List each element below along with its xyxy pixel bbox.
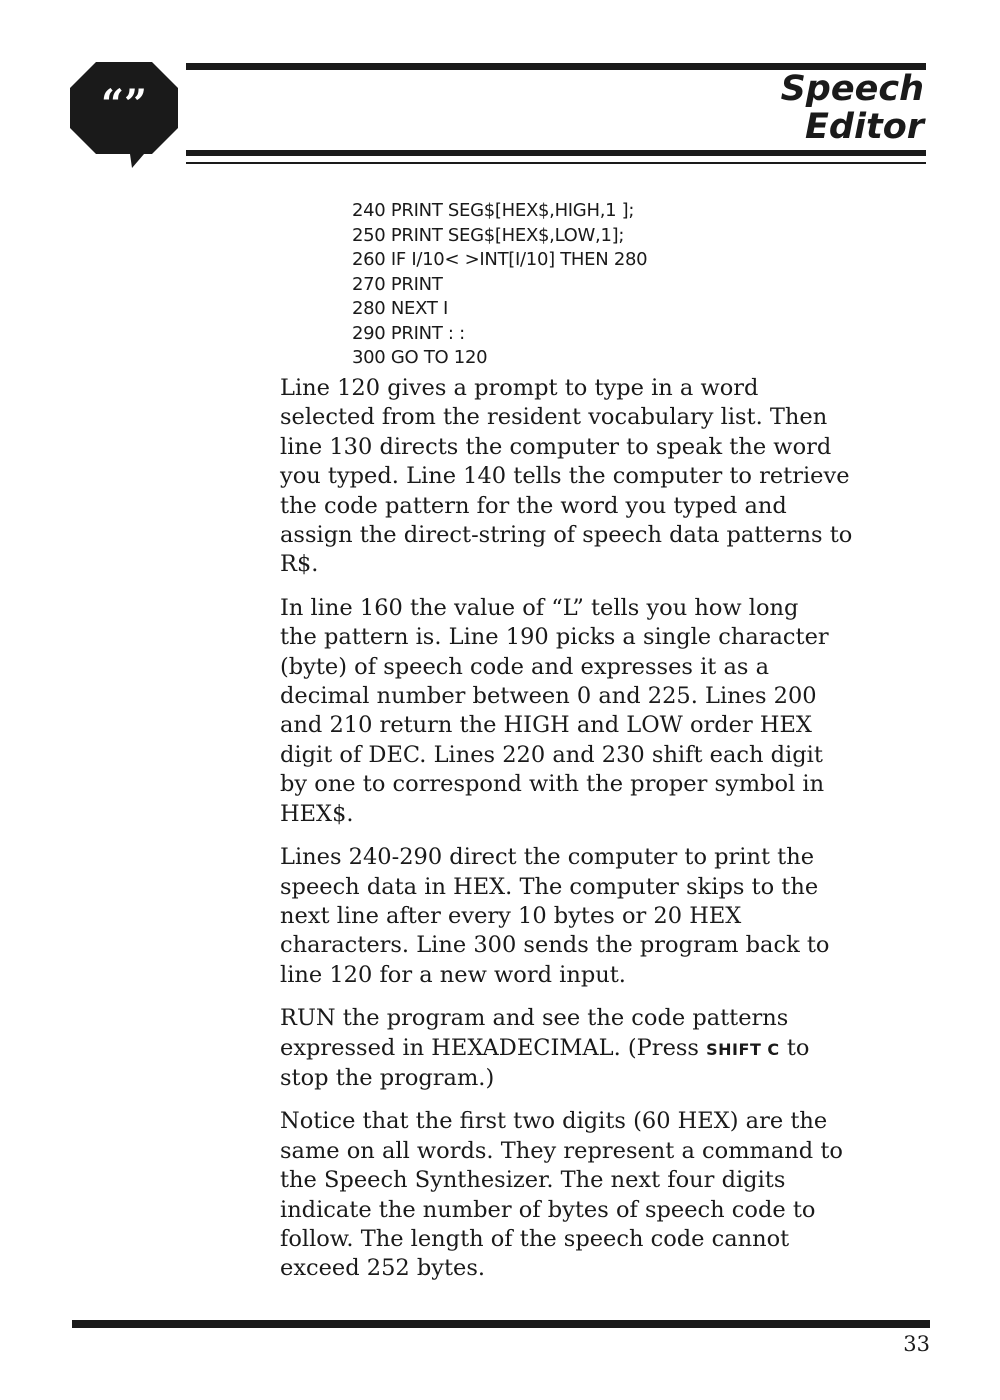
title-line-speech: Speech — [780, 69, 924, 109]
paragraph-line-120: Line 120 gives a prompt to type in a word selected from the resident vocabulary list. Then line 130 directs the computer to speak the word you typed. Line 140 tells the computer to retrieve the code pattern for the word you typed and assign the direct-string of speech data patterns to R$. — [280, 375, 853, 578]
paragraph-run-program — [280, 1004, 940, 1093]
speech-bubble-quote-icon — [70, 62, 178, 168]
paragraph-lines-240-290: Lines 240-290 direct the computer to print the speech data in HEX. The computer skips to the next line after every 10 bytes or 20 HEX characters. Line 300 sends the program back to line 120 for a new word input. — [280, 844, 830, 988]
shift-c-key: SHIFT C — [706, 1039, 780, 1059]
code-line: 280 NEXT I — [352, 298, 448, 319]
code-line: 300 GO TO 120 — [352, 347, 488, 368]
paragraph-notice: Notice that the first two digits (60 HEX) are the same on all words. They represent a command to the Speech Synthesizer. The next four digits indicate the number of bytes of speech code to follow. The length of the speech code cannot exceed 252 bytes. — [280, 1108, 843, 1282]
paragraph-line-160: In line 160 the value of “L” tells you how long the pattern is. Line 190 picks a single character (byte) of speech code and expresses it as a decimal number between 0 and 225. Lines 200 and 210 return the HIGH and LOW order HEX digit of DEC. Lines 220 and 230 shift each digit by one to correspond with the proper symbol in HEX$. — [280, 594, 829, 827]
body-text — [280, 374, 940, 1298]
title-line-editor: Editor — [805, 107, 924, 147]
code-line: 250 PRINT SEG$[HEX$,LOW,1]; — [352, 224, 625, 246]
header-bottom-rule — [186, 150, 926, 156]
code-line: 290 PRINT : : — [352, 322, 465, 344]
code-line: 260 IF I/10< >INT[I/10] THEN 280 — [352, 249, 648, 270]
footer-rule — [72, 1320, 930, 1328]
code-line: 240 PRINT SEG$[HEX$,HIGH,1 ]; — [352, 200, 635, 221]
header-bottom-thin-rule — [186, 162, 926, 164]
code-listing — [352, 199, 872, 371]
page-number: 33 — [903, 1332, 930, 1356]
code-line: 270 PRINT — [352, 273, 443, 295]
svg-text:“”: “” — [100, 81, 148, 128]
page-title — [624, 70, 924, 146]
run-text-before: RUN the program and see the code patterns expressed in HEXADECIMAL. (Press — [280, 1005, 789, 1061]
run-text-after: to stop the program.) — [280, 1034, 810, 1091]
